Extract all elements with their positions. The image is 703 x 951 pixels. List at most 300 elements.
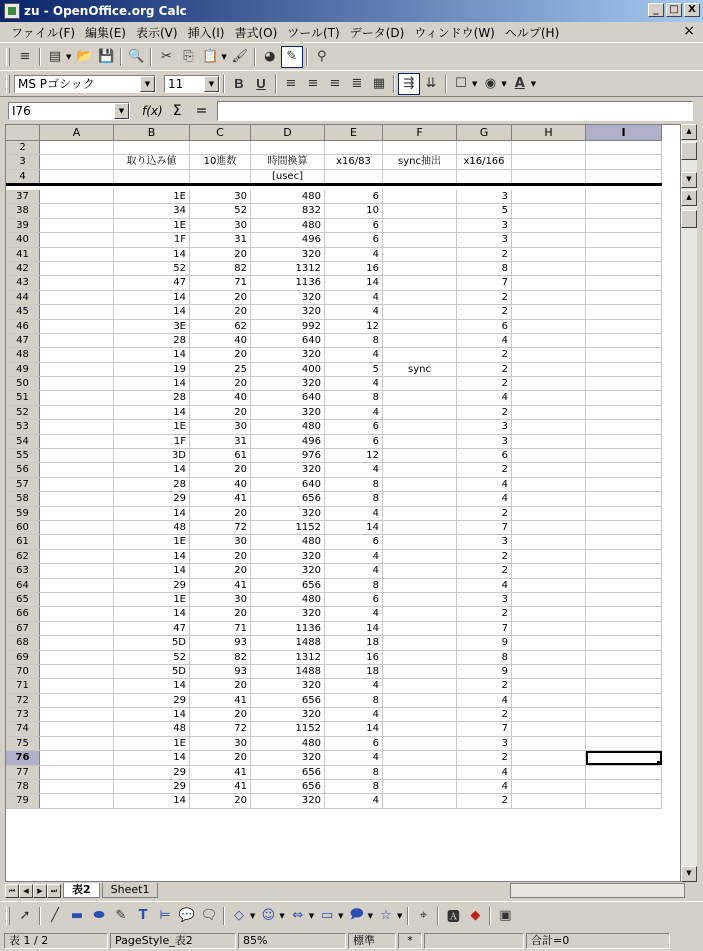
row-header[interactable]: 40 (6, 233, 40, 246)
cell-e63[interactable]: 4 (325, 564, 383, 577)
cell-e64[interactable]: 8 (325, 579, 383, 592)
cell-d67[interactable]: 1136 (251, 622, 325, 635)
row-header[interactable]: 53 (6, 420, 40, 433)
new-document-icon[interactable]: ▤ (48, 49, 62, 64)
toolbar-grip[interactable] (6, 48, 10, 66)
cell-i41[interactable] (586, 248, 662, 261)
cell-a65[interactable] (40, 593, 114, 606)
flowchart-dropdown-icon[interactable]: ▼ (338, 911, 344, 920)
align-right-icon[interactable]: ≡ (329, 76, 341, 91)
cell-e38[interactable]: 10 (325, 204, 383, 217)
cell-h67[interactable] (512, 622, 586, 635)
menu-view[interactable]: 表示(V) (135, 25, 178, 40)
scroll-down-icon[interactable]: ▼ (681, 172, 697, 188)
cell-a68[interactable] (40, 636, 114, 649)
cell-b66[interactable]: 14 (114, 607, 190, 620)
cell-d61[interactable]: 480 (251, 535, 325, 548)
cell-f64[interactable] (383, 579, 457, 592)
cell-h53[interactable] (512, 420, 586, 433)
cell-f51[interactable] (383, 391, 457, 404)
cell-a61[interactable] (40, 535, 114, 548)
row-header[interactable]: 56 (6, 463, 40, 476)
cell-g72[interactable]: 4 (457, 694, 512, 707)
cell-c46[interactable]: 62 (190, 320, 251, 333)
maximize-button[interactable]: □ (666, 3, 682, 17)
block-arrows-icon[interactable]: ⇔ (292, 908, 304, 923)
row-header[interactable]: 4 (6, 170, 40, 183)
cell-f62[interactable] (383, 550, 457, 563)
scroll-up-icon[interactable]: ▲ (681, 190, 697, 206)
cell-c69[interactable]: 82 (190, 651, 251, 664)
row-header[interactable]: 77 (6, 766, 40, 779)
cell-c70[interactable]: 93 (190, 665, 251, 678)
cell-g51[interactable]: 4 (457, 391, 512, 404)
paste-icon[interactable]: 📋 (202, 49, 219, 64)
cell-c49[interactable]: 25 (190, 363, 251, 376)
row-header[interactable]: 47 (6, 334, 40, 347)
cell-i66[interactable] (586, 607, 662, 620)
cell-g62[interactable]: 2 (457, 550, 512, 563)
cell-f68[interactable] (383, 636, 457, 649)
cell-e47[interactable]: 8 (325, 334, 383, 347)
cell-c76[interactable]: 20 (190, 751, 251, 764)
cell-g4[interactable] (457, 170, 512, 183)
cell-b79[interactable]: 14 (114, 794, 190, 807)
cell-g61[interactable]: 3 (457, 535, 512, 548)
vertical-scrollbar[interactable] (681, 124, 697, 882)
cell-i48[interactable] (586, 348, 662, 361)
cell-b54[interactable]: 1F (114, 435, 190, 448)
text-direction-vertical-icon[interactable]: ⇊ (425, 76, 437, 91)
cell-f59[interactable] (383, 507, 457, 520)
cell-i64[interactable] (586, 579, 662, 592)
row-header[interactable]: 3 (6, 155, 40, 168)
cell-h72[interactable] (512, 694, 586, 707)
cell-e50[interactable]: 4 (325, 377, 383, 390)
cell-g70[interactable]: 9 (457, 665, 512, 678)
font-color-dropdown-icon[interactable]: ▼ (530, 79, 537, 88)
calc-app-icon[interactable] (4, 3, 20, 19)
cell-a52[interactable] (40, 406, 114, 419)
cell-e44[interactable]: 4 (325, 291, 383, 304)
cell-d39[interactable]: 480 (251, 219, 325, 232)
cell-f44[interactable] (383, 291, 457, 304)
cell-i42[interactable] (586, 262, 662, 275)
cell-b72[interactable]: 29 (114, 694, 190, 707)
cell-a42[interactable] (40, 262, 114, 275)
cell-g75[interactable]: 3 (457, 737, 512, 750)
select-all-corner[interactable] (6, 125, 40, 141)
cell-g39[interactable]: 3 (457, 219, 512, 232)
cell-d69[interactable]: 1312 (251, 651, 325, 664)
row-header[interactable]: 37 (6, 190, 40, 203)
cell-i51[interactable] (586, 391, 662, 404)
cell-a56[interactable] (40, 463, 114, 476)
cell-f66[interactable] (383, 607, 457, 620)
cell-i78[interactable] (586, 780, 662, 793)
status-page-style[interactable]: PageStyle_表2 (110, 933, 236, 949)
row-header[interactable]: 69 (6, 651, 40, 664)
column-header-g[interactable]: G (457, 125, 512, 141)
cell-e48[interactable]: 4 (325, 348, 383, 361)
cell-i57[interactable] (586, 478, 662, 491)
cell-i73[interactable] (586, 708, 662, 721)
cell-e61[interactable]: 6 (325, 535, 383, 548)
cell-a78[interactable] (40, 780, 114, 793)
cell-g74[interactable]: 7 (457, 722, 512, 735)
menu-format[interactable]: 書式(O) (234, 25, 278, 40)
cell-b48[interactable]: 14 (114, 348, 190, 361)
cell-c73[interactable]: 20 (190, 708, 251, 721)
cell-g71[interactable]: 2 (457, 679, 512, 692)
row-header[interactable]: 38 (6, 204, 40, 217)
cell-b52[interactable]: 14 (114, 406, 190, 419)
cell-i53[interactable] (586, 420, 662, 433)
cell-f48[interactable] (383, 348, 457, 361)
cell-c55[interactable]: 61 (190, 449, 251, 462)
row-header[interactable]: 49 (6, 363, 40, 376)
text-direction-horizontal-icon[interactable]: ⇶ (398, 73, 420, 95)
cell-f76[interactable] (383, 751, 457, 764)
cell-a45[interactable] (40, 305, 114, 318)
row-header[interactable]: 59 (6, 507, 40, 520)
cell-i76[interactable] (586, 751, 662, 764)
cell-h64[interactable] (512, 579, 586, 592)
select-pointer-icon[interactable]: ➚ (19, 908, 31, 923)
cell-e70[interactable]: 18 (325, 665, 383, 678)
freeform-icon[interactable]: ✎ (115, 908, 127, 923)
cell-e4[interactable] (325, 170, 383, 183)
row-header[interactable]: 39 (6, 219, 40, 232)
cell-a63[interactable] (40, 564, 114, 577)
line-icon[interactable]: ╱ (51, 908, 59, 923)
function-wizard-icon[interactable]: f(x) (142, 103, 163, 118)
cell-i70[interactable] (586, 665, 662, 678)
cell-d38[interactable]: 832 (251, 204, 325, 217)
text-icon[interactable]: T (138, 908, 148, 923)
cell-h40[interactable] (512, 233, 586, 246)
borders-icon[interactable]: ☐ (455, 76, 467, 91)
cell-g67[interactable]: 7 (457, 622, 512, 635)
cell-f56[interactable] (383, 463, 457, 476)
cell-e51[interactable]: 8 (325, 391, 383, 404)
cell-f67[interactable] (383, 622, 457, 635)
cell-g79[interactable]: 2 (457, 794, 512, 807)
cell-c38[interactable]: 52 (190, 204, 251, 217)
row-header[interactable]: 71 (6, 679, 40, 692)
cell-g55[interactable]: 6 (457, 449, 512, 462)
column-header-d[interactable]: D (251, 125, 325, 141)
cell-c48[interactable]: 20 (190, 348, 251, 361)
find-replace-icon[interactable]: ⚲ (317, 49, 327, 64)
cell-d47[interactable]: 640 (251, 334, 325, 347)
cell-f55[interactable] (383, 449, 457, 462)
menu-insert[interactable]: 挿入(I) (187, 25, 225, 40)
cell-c50[interactable]: 20 (190, 377, 251, 390)
cell-g68[interactable]: 9 (457, 636, 512, 649)
cell-b2[interactable] (114, 141, 190, 154)
cell-b51[interactable]: 28 (114, 391, 190, 404)
cell-h49[interactable] (512, 363, 586, 376)
cell-d64[interactable]: 656 (251, 579, 325, 592)
cell-h77[interactable] (512, 766, 586, 779)
cell-c42[interactable]: 82 (190, 262, 251, 275)
row-header[interactable]: 66 (6, 607, 40, 620)
cell-b63[interactable]: 14 (114, 564, 190, 577)
cell-f73[interactable] (383, 708, 457, 721)
cell-b61[interactable]: 1E (114, 535, 190, 548)
cell-e55[interactable]: 12 (325, 449, 383, 462)
symbol-shapes-icon[interactable]: ☺ (261, 908, 276, 923)
cell-c2[interactable] (190, 141, 251, 154)
spreadsheet-grid[interactable] (5, 124, 681, 882)
row-header[interactable]: 74 (6, 722, 40, 735)
bold-button[interactable]: B (234, 76, 244, 91)
cell-h61[interactable] (512, 535, 586, 548)
cell-c65[interactable]: 30 (190, 593, 251, 606)
scroll-up-icon[interactable]: ▲ (681, 124, 697, 140)
open-folder-icon[interactable]: 📂 (76, 49, 93, 64)
cell-h63[interactable] (512, 564, 586, 577)
cell-a70[interactable] (40, 665, 114, 678)
cell-i47[interactable] (586, 334, 662, 347)
cell-c58[interactable]: 41 (190, 492, 251, 505)
status-zoom[interactable]: 85% (238, 933, 346, 949)
cell-d46[interactable]: 992 (251, 320, 325, 333)
cell-e78[interactable]: 8 (325, 780, 383, 793)
justify-icon[interactable]: ≣ (351, 76, 363, 91)
cell-e77[interactable]: 8 (325, 766, 383, 779)
cell-b37[interactable]: 1E (114, 190, 190, 203)
menu-file[interactable]: ファイル(F) (11, 25, 76, 40)
cell-i72[interactable] (586, 694, 662, 707)
formula-input[interactable] (217, 101, 693, 121)
format-paintbrush-icon[interactable]: 🖌 (231, 49, 249, 64)
cell-h73[interactable] (512, 708, 586, 721)
cell-c52[interactable]: 20 (190, 406, 251, 419)
cell-a57[interactable] (40, 478, 114, 491)
cell-h4[interactable] (512, 170, 586, 183)
cell-h69[interactable] (512, 651, 586, 664)
cell-a2[interactable] (40, 141, 114, 154)
cell-d3[interactable]: 時間換算 (251, 155, 325, 168)
cell-c59[interactable]: 20 (190, 507, 251, 520)
cell-e71[interactable]: 4 (325, 679, 383, 692)
cell-c56[interactable]: 20 (190, 463, 251, 476)
cell-g45[interactable]: 2 (457, 305, 512, 318)
cell-e52[interactable]: 4 (325, 406, 383, 419)
cell-g46[interactable]: 6 (457, 320, 512, 333)
new-dropdown-icon[interactable]: ▼ (66, 52, 72, 61)
cell-d73[interactable]: 320 (251, 708, 325, 721)
row-header[interactable]: 46 (6, 320, 40, 333)
scroll-thumb[interactable] (681, 210, 697, 228)
column-header-c[interactable]: C (190, 125, 251, 141)
cell-h71[interactable] (512, 679, 586, 692)
cell-i55[interactable] (586, 449, 662, 462)
row-header[interactable]: 79 (6, 794, 40, 807)
prev-sheet-icon[interactable]: ◀ (19, 884, 33, 898)
column-header-a[interactable]: A (40, 125, 114, 141)
cell-h76[interactable] (512, 751, 586, 764)
cell-c61[interactable]: 30 (190, 535, 251, 548)
cell-i49[interactable] (586, 363, 662, 376)
basic-shapes-dropdown-icon[interactable]: ▼ (250, 911, 256, 920)
cell-b45[interactable]: 14 (114, 305, 190, 318)
cell-b4[interactable] (114, 170, 190, 183)
cell-a67[interactable] (40, 622, 114, 635)
font-size-dropdown-icon[interactable]: ▼ (204, 76, 219, 92)
menu-window[interactable]: ウィンドウ(W) (414, 25, 495, 40)
row-header[interactable]: 43 (6, 276, 40, 289)
cell-a3[interactable] (40, 155, 114, 168)
cell-b40[interactable]: 1F (114, 233, 190, 246)
cell-b78[interactable]: 29 (114, 780, 190, 793)
row-header[interactable]: 51 (6, 391, 40, 404)
cell-h54[interactable] (512, 435, 586, 448)
cell-f78[interactable] (383, 780, 457, 793)
cell-f75[interactable] (383, 737, 457, 750)
row-header[interactable]: 41 (6, 248, 40, 261)
cell-d66[interactable]: 320 (251, 607, 325, 620)
cell-b55[interactable]: 3D (114, 449, 190, 462)
cell-a49[interactable] (40, 363, 114, 376)
cell-d63[interactable]: 320 (251, 564, 325, 577)
cell-b71[interactable]: 14 (114, 679, 190, 692)
cell-f69[interactable] (383, 651, 457, 664)
row-header[interactable]: 65 (6, 593, 40, 606)
cell-e46[interactable]: 12 (325, 320, 383, 333)
cell-e79[interactable]: 4 (325, 794, 383, 807)
row-header[interactable]: 67 (6, 622, 40, 635)
cell-g66[interactable]: 2 (457, 607, 512, 620)
cell-g60[interactable]: 7 (457, 521, 512, 534)
cell-g64[interactable]: 4 (457, 579, 512, 592)
cell-f2[interactable] (383, 141, 457, 154)
cell-a62[interactable] (40, 550, 114, 563)
cell-h59[interactable] (512, 507, 586, 520)
cell-d45[interactable]: 320 (251, 305, 325, 318)
cell-d49[interactable]: 400 (251, 363, 325, 376)
cell-e42[interactable]: 16 (325, 262, 383, 275)
cell-b77[interactable]: 29 (114, 766, 190, 779)
cell-e49[interactable]: 5 (325, 363, 383, 376)
fit-text-icon[interactable]: ⊨ (159, 908, 171, 923)
cell-b59[interactable]: 14 (114, 507, 190, 520)
first-sheet-icon[interactable]: ⏮ (5, 884, 19, 898)
cell-d51[interactable]: 640 (251, 391, 325, 404)
cell-b39[interactable]: 1E (114, 219, 190, 232)
cell-d44[interactable]: 320 (251, 291, 325, 304)
cell-c75[interactable]: 30 (190, 737, 251, 750)
rectangle-icon[interactable]: ▬ (70, 908, 84, 923)
cell-f74[interactable] (383, 722, 457, 735)
cell-f57[interactable] (383, 478, 457, 491)
row-header[interactable]: 75 (6, 737, 40, 750)
cell-e62[interactable]: 4 (325, 550, 383, 563)
cell-a38[interactable] (40, 204, 114, 217)
cell-h38[interactable] (512, 204, 586, 217)
name-box[interactable] (8, 102, 130, 120)
cell-d50[interactable]: 320 (251, 377, 325, 390)
cell-a46[interactable] (40, 320, 114, 333)
cell-b47[interactable]: 28 (114, 334, 190, 347)
cell-f50[interactable] (383, 377, 457, 390)
cell-d77[interactable]: 656 (251, 766, 325, 779)
cell-a60[interactable] (40, 521, 114, 534)
cell-i46[interactable] (586, 320, 662, 333)
row-header[interactable]: 62 (6, 550, 40, 563)
cell-b67[interactable]: 47 (114, 622, 190, 635)
cell-h46[interactable] (512, 320, 586, 333)
cell-b42[interactable]: 52 (114, 262, 190, 275)
cell-h58[interactable] (512, 492, 586, 505)
cell-d72[interactable]: 656 (251, 694, 325, 707)
cell-b70[interactable]: 5D (114, 665, 190, 678)
row-header[interactable]: 68 (6, 636, 40, 649)
cell-b69[interactable]: 52 (114, 651, 190, 664)
cell-e68[interactable]: 18 (325, 636, 383, 649)
cell-d75[interactable]: 480 (251, 737, 325, 750)
cell-a48[interactable] (40, 348, 114, 361)
cell-c39[interactable]: 30 (190, 219, 251, 232)
cell-e67[interactable]: 14 (325, 622, 383, 635)
cell-e75[interactable]: 6 (325, 737, 383, 750)
cell-a39[interactable] (40, 219, 114, 232)
cell-e45[interactable]: 4 (325, 305, 383, 318)
cell-f40[interactable] (383, 233, 457, 246)
align-left-icon[interactable]: ≡ (285, 76, 297, 91)
font-name-combo[interactable] (14, 75, 156, 93)
cell-h39[interactable] (512, 219, 586, 232)
cell-b68[interactable]: 5D (114, 636, 190, 649)
cell-a53[interactable] (40, 420, 114, 433)
cell-e43[interactable]: 14 (325, 276, 383, 289)
cell-i71[interactable] (586, 679, 662, 692)
cell-f72[interactable] (383, 694, 457, 707)
cell-d71[interactable]: 320 (251, 679, 325, 692)
cell-g43[interactable]: 7 (457, 276, 512, 289)
cell-f61[interactable] (383, 535, 457, 548)
cell-g52[interactable]: 2 (457, 406, 512, 419)
cell-e72[interactable]: 8 (325, 694, 383, 707)
row-header[interactable]: 70 (6, 665, 40, 678)
cell-b38[interactable]: 34 (114, 204, 190, 217)
cell-i65[interactable] (586, 593, 662, 606)
column-header-b[interactable]: B (114, 125, 190, 141)
cell-a4[interactable] (40, 170, 114, 183)
cell-i69[interactable] (586, 651, 662, 664)
cell-b75[interactable]: 1E (114, 737, 190, 750)
underline-button[interactable]: U (256, 76, 266, 91)
cell-h62[interactable] (512, 550, 586, 563)
menu-edit[interactable]: 編集(E) (85, 25, 126, 40)
cell-b56[interactable]: 14 (114, 463, 190, 476)
ellipse-icon[interactable]: ⬬ (93, 908, 105, 923)
cell-e3[interactable]: x16/83 (325, 155, 383, 168)
column-header-f[interactable]: F (383, 125, 457, 141)
cell-c43[interactable]: 71 (190, 276, 251, 289)
cell-c74[interactable]: 72 (190, 722, 251, 735)
cell-i67[interactable] (586, 622, 662, 635)
cell-f65[interactable] (383, 593, 457, 606)
cell-a41[interactable] (40, 248, 114, 261)
cell-b44[interactable]: 14 (114, 291, 190, 304)
cell-i4[interactable] (586, 170, 662, 183)
cell-h65[interactable] (512, 593, 586, 606)
cell-i44[interactable] (586, 291, 662, 304)
cell-e69[interactable]: 16 (325, 651, 383, 664)
